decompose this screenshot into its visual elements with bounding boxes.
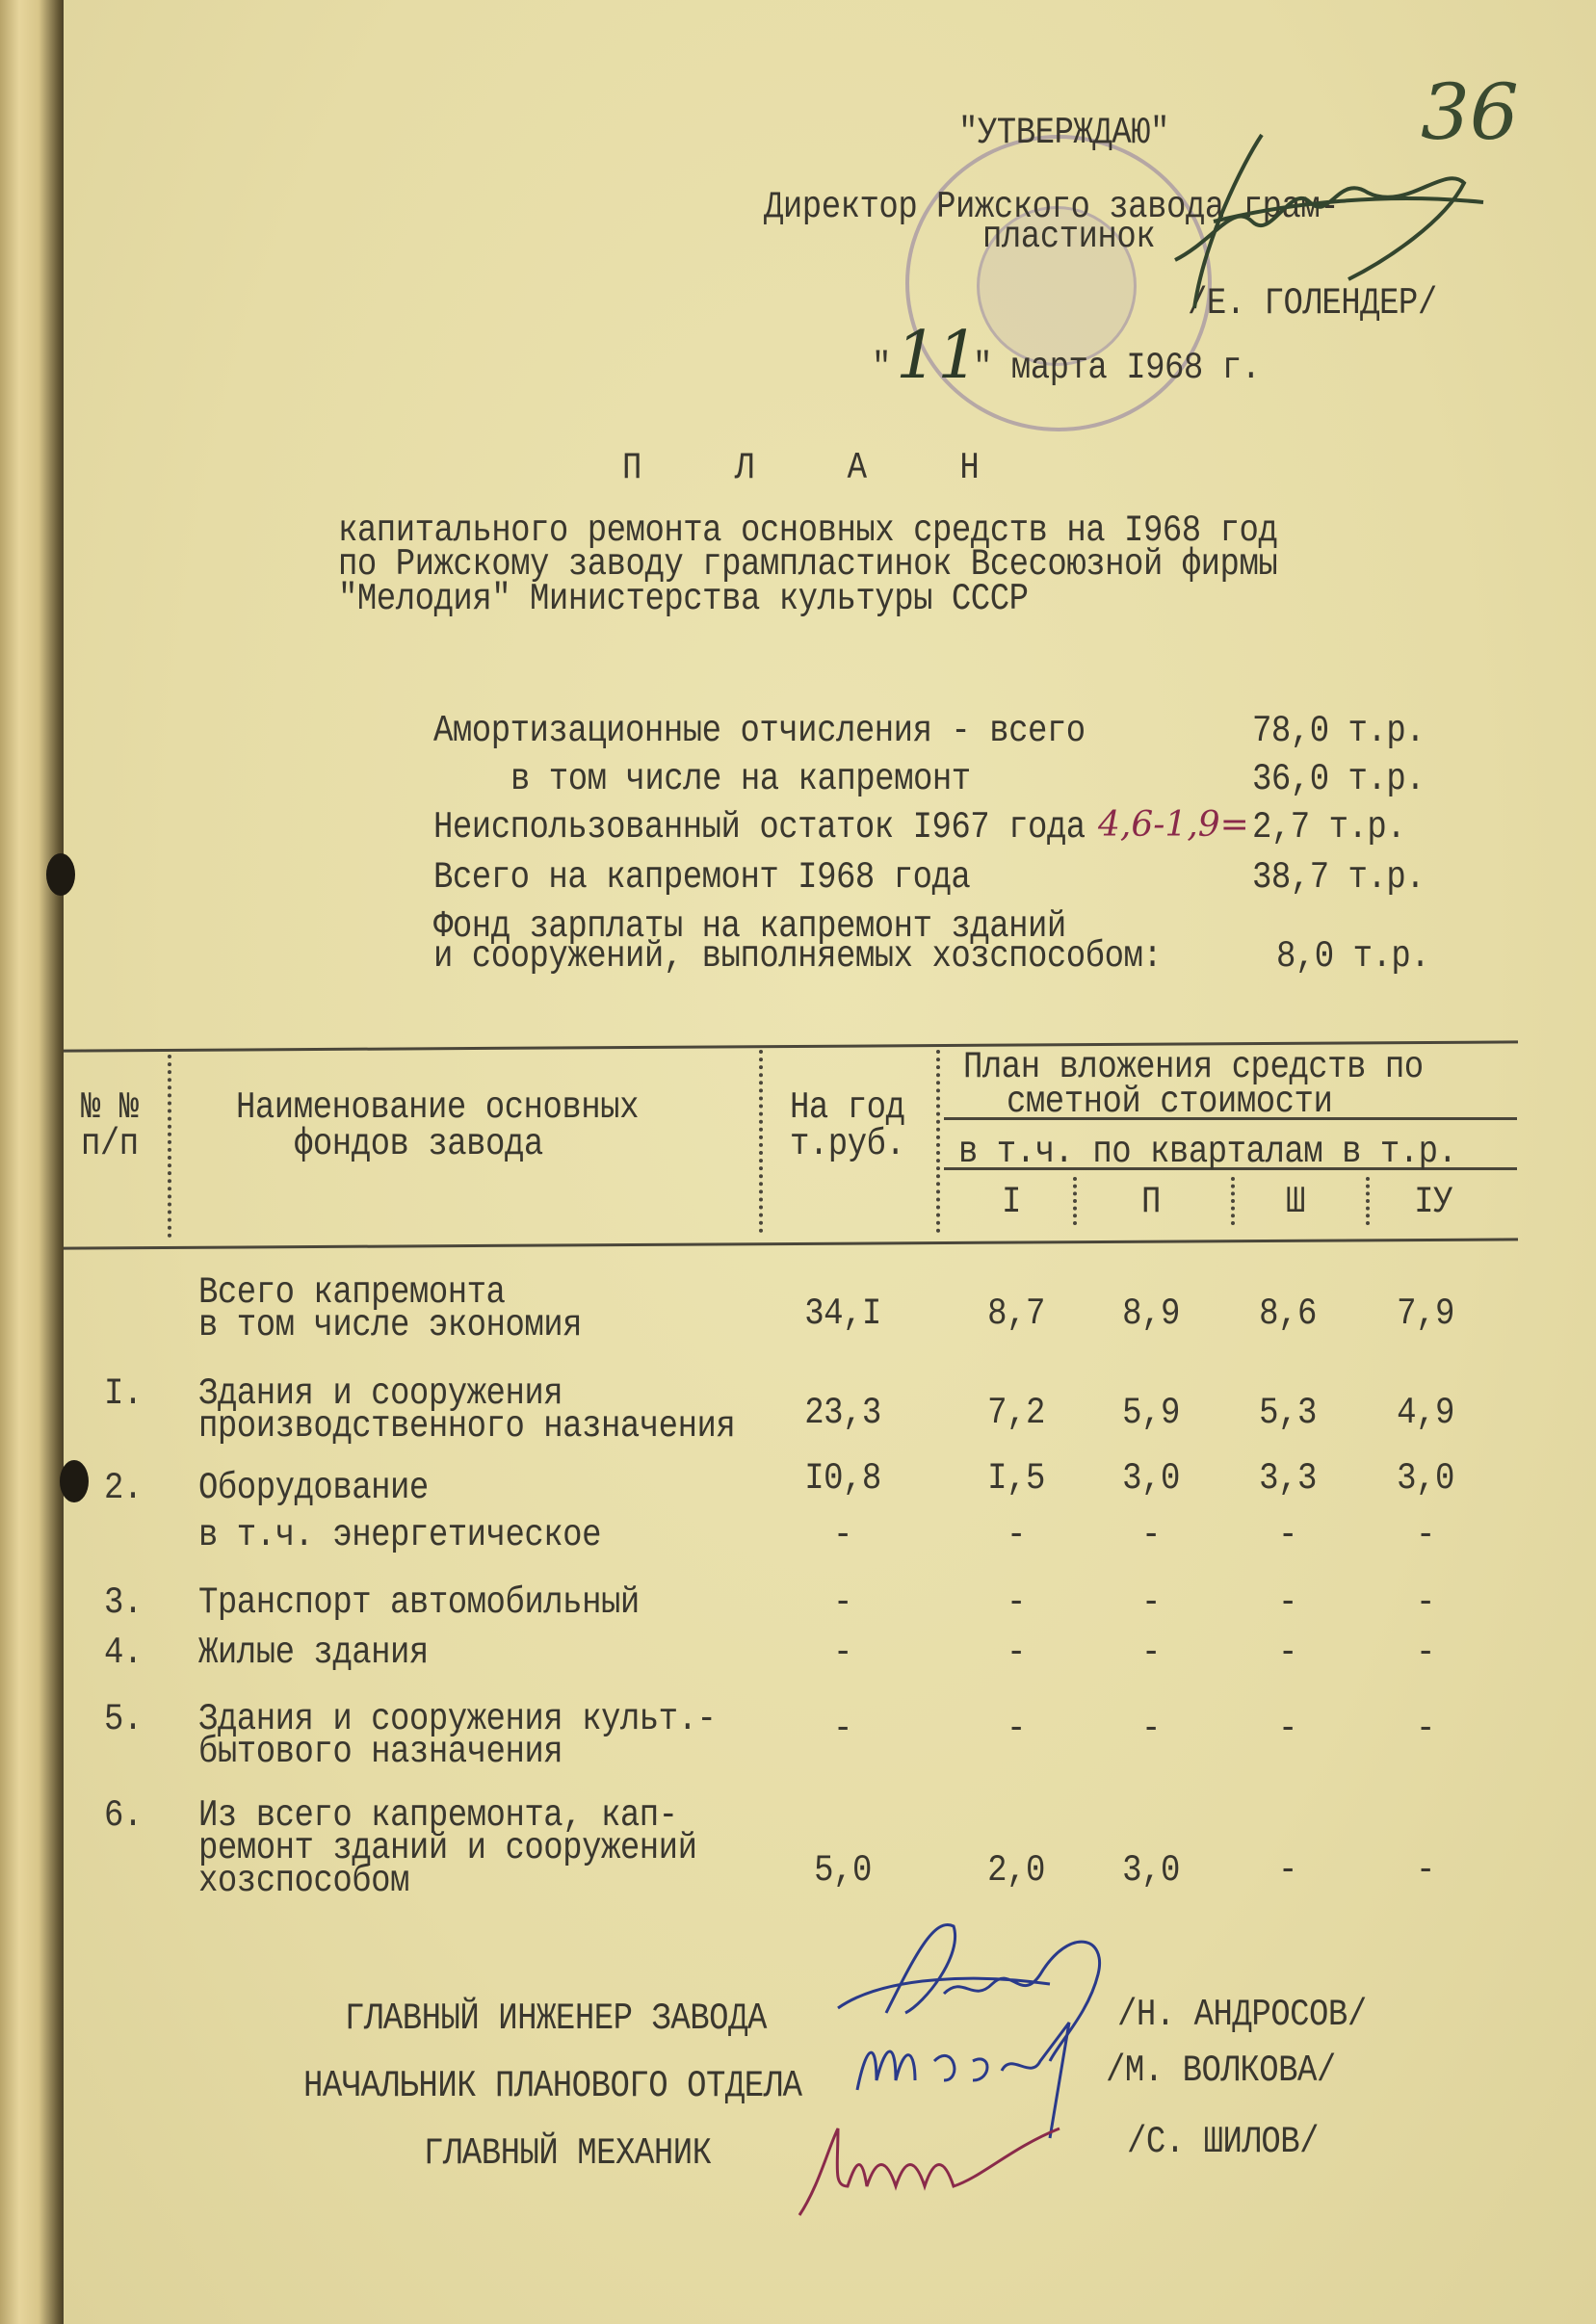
cell-quarter-value: - [1278,1632,1297,1675]
cell-quarter-value: - [1141,1581,1161,1625]
header-year: т.руб. [790,1123,905,1166]
signature-title: ГЛАВНЫЙ ИНЖЕНЕР ЗАВОДА [345,1998,767,2041]
approval-line1: Директор Рижского завода грам- [764,186,1340,229]
cell-quarter-value: 7,9 [1397,1293,1454,1336]
cell-quarter-value: 3,0 [1397,1457,1454,1501]
header-quarter: П [1141,1181,1161,1224]
cell-quarter-value: 8,9 [1122,1293,1180,1336]
page-number-handwritten: 36 [1421,67,1519,157]
column-divider [936,1050,940,1233]
subtitle-line: по Рижскому заводу грампластинок Всесоюзной фирмы [338,543,1278,587]
summary-value: 2,7 т.р. [1252,806,1406,849]
cell-quarter-value: - [1278,1849,1297,1893]
signature-name: /С. ШИЛОВ/ [1127,2121,1320,2164]
cell-quarter-value: 3,0 [1122,1457,1180,1501]
row-name: Здания и сооружения культ.- [198,1698,717,1741]
signature-name: /Н. АНДРОСОВ/ [1117,1994,1367,2037]
row-name: в том числе экономия [198,1304,583,1347]
cell-year-total: - [833,1581,852,1625]
cell-quarter-value: 5,9 [1122,1392,1180,1435]
cell-year-total: 23,3 [804,1392,881,1435]
row-name: ремонт зданий и сооружений [198,1827,697,1870]
cell-quarter-value: - [1278,1514,1297,1557]
column-divider [1366,1177,1370,1225]
cell-quarter-value: - [1007,1581,1026,1625]
summary-value: 36,0 т.р. [1252,758,1426,801]
header-quarter: Ш [1286,1181,1305,1224]
summary-note-handwritten: 4,6-1,9= [1098,805,1249,845]
signature-title: ГЛАВНЫЙ МЕХАНИК [424,2132,712,2176]
cell-quarter-value: - [1416,1849,1435,1893]
cell-quarter-value: 5,3 [1259,1392,1317,1435]
column-divider [1231,1177,1235,1225]
column-divider [168,1055,171,1238]
document-title: П Л А Н [622,447,1016,490]
cell-quarter-value: 3,3 [1259,1457,1317,1501]
approval-signatory: /Е. ГОЛЕНДЕР/ [1188,282,1437,326]
cell-year-total: 34,I [804,1293,881,1336]
summary-value: 78,0 т.р. [1252,710,1426,753]
cell-quarter-value: - [1416,1708,1435,1751]
cell-quarter-value: 8,7 [987,1293,1045,1336]
header-plan: План вложения средств по [963,1046,1424,1089]
row-number: I. [104,1372,143,1416]
approval-line2: пластинок [982,216,1156,259]
header-plan: сметной стоимости [1007,1081,1333,1124]
cell-quarter-value: - [1416,1632,1435,1675]
subtitle-line: "Мелодия" Министерства культуры СССР [338,578,1029,621]
cell-quarter-value: - [1141,1708,1161,1751]
cell-quarter-value: - [1007,1708,1026,1751]
row-number: 2. [104,1467,143,1510]
cell-quarter-value: - [1278,1708,1297,1751]
row-name: Всего капремонта [198,1271,506,1315]
approval-heading: "УТВЕРЖДАЮ" [958,112,1169,155]
chief-mechanic-signature [790,2109,1098,2225]
cell-quarter-value: - [1141,1514,1161,1557]
row-name: Транспорт автомобильный [198,1581,640,1625]
row-number: 4. [104,1632,143,1675]
row-number: 3. [104,1581,143,1625]
date-rest: " марта I968 г. [973,347,1261,390]
summary-label: Амортизационные отчисления - всего [433,710,1086,753]
cell-quarter-value: 2,0 [987,1849,1045,1893]
date-prefix: " [872,347,891,390]
summary-label: Фонд зарплаты на капремонт зданий [433,905,1066,949]
header-num: № № [81,1086,139,1130]
date-day-handwritten: 11 [896,318,980,394]
cell-year-total: 5,0 [814,1849,872,1893]
cell-year-total: - [833,1632,852,1675]
director-signature [1137,125,1483,318]
summary-label: и сооружений, выполняемых хозспособом: [433,935,1163,979]
summary-label: Неиспользованный остаток I967 года [433,806,1086,849]
cell-quarter-value: I,5 [987,1457,1045,1501]
summary-label: Всего на капремонт I968 года [433,856,971,900]
row-number: 5. [104,1698,143,1741]
cell-quarter-value: - [1416,1514,1435,1557]
cell-quarter-value: 4,9 [1397,1392,1454,1435]
cell-quarter-value: - [1416,1581,1435,1625]
row-name: Жилые здания [198,1632,429,1675]
summary-value: 8,0 т.р. [1276,935,1430,979]
signature-name: /М. ВОЛКОВА/ [1106,2050,1336,2093]
cell-quarter-value: - [1007,1632,1026,1675]
cell-quarter-value: 7,2 [987,1392,1045,1435]
row-name: Здания и сооружения [198,1372,563,1416]
header-name: Наименование основных [236,1086,639,1130]
row-name: бытового назначения [198,1731,563,1774]
summary-value: 38,7 т.р. [1252,856,1426,900]
punch-hole [60,1460,89,1502]
cell-quarter-value: 8,6 [1259,1293,1317,1336]
header-quarter: I [1002,1181,1021,1224]
column-divider [759,1050,763,1233]
punch-hole [46,853,75,896]
cell-quarter-value: - [1278,1581,1297,1625]
header-year: На год [790,1086,905,1130]
header-quarters-caption: в т.ч. по кварталам в т.р. [958,1131,1457,1174]
binding-edge [0,0,67,2324]
row-name: Из всего капремонта, кап- [198,1794,678,1838]
summary-label: в том числе на капремонт [510,758,971,801]
row-name: Оборудование [198,1467,429,1510]
row-name: производственного назначения [198,1405,736,1449]
signature-title: НАЧАЛЬНИК ПЛАНОВОГО ОТДЕЛА [303,2065,802,2108]
subtitle-line: капитального ремонта основных средств на I968 год [338,509,1278,553]
cell-year-total: - [833,1708,852,1751]
header-quarter: IУ [1414,1181,1452,1224]
row-name: хозспособом [198,1860,409,1903]
header-num: п/п [81,1123,139,1166]
cell-quarter-value: 3,0 [1122,1849,1180,1893]
cell-quarter-value: - [1141,1632,1161,1675]
cell-year-total: I0,8 [804,1457,881,1501]
header-name: фондов завода [294,1123,543,1166]
row-name: в т.ч. энергетическое [198,1514,601,1557]
row-number: 6. [104,1794,143,1838]
cell-year-total: - [833,1514,852,1557]
column-divider [1073,1177,1077,1225]
cell-quarter-value: - [1007,1514,1026,1557]
